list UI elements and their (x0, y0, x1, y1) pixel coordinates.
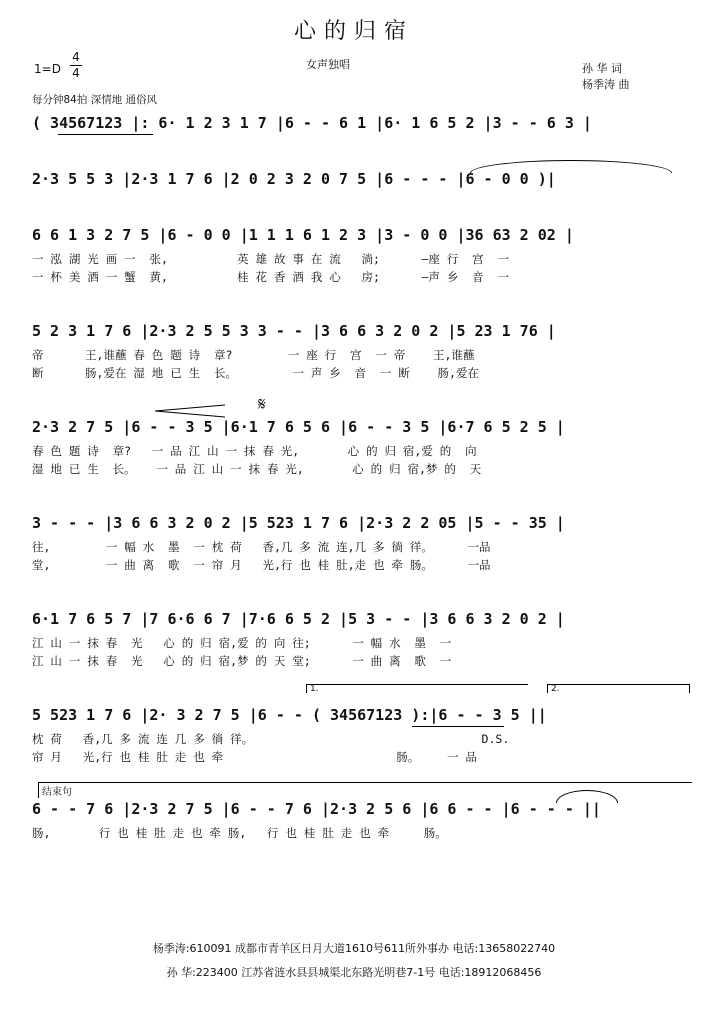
segno-icon: 𝄋 (258, 394, 266, 415)
lyrics-row-5-verse-2: 湿 地 已 生 长。 一 品 江 山 一 抹 春 光, 心 的 归 宿,梦 的 天 (32, 462, 482, 476)
second-ending-bracket: 2. (547, 684, 690, 693)
lyrics-row-7-verse-2: 江 山 一 抹 春 光 心 的 归 宿,梦 的 天 堂; 一 曲 离 歌 一 (32, 654, 452, 668)
lyrics-row-9: 肠, 行 也 桂 肚 走 也 牵 肠, 行 也 桂 肚 走 也 牵 肠。 (32, 826, 447, 840)
notes-row-9: 6 - - 7 6 |2·3 2 7 5 |6 - - 7 6 |2·3 2 5 6 |6 6 - - |6 - - - || (32, 800, 601, 818)
key-signature: 1=D (34, 62, 61, 76)
lyrics-row-8-verse-1: 枕 荷 香,几 多 流 连 几 多 徜 徉。 D.S. (32, 732, 510, 746)
tempo-marking: 每分钟84拍 深情地 通俗风 (32, 94, 158, 106)
lyrics-row-6-verse-2: 堂, 一 曲 离 歌 一 帘 月 光,行 也 桂 肚,走 也 牵 肠。 一品 (32, 558, 491, 572)
notes-row-2: 2·3 5 5 3 |2·3 1 7 6 |2 0 2 3 2 0 7 5 |6 - - - |6 - 0 0 )| (32, 170, 556, 188)
performance-note: 女声独唱 (306, 58, 350, 71)
first-ending-bracket: 1. (306, 684, 528, 693)
lyrics-row-3-verse-2: 一 杯 美 酒 一 蟹 黄, 桂 花 香 酒 我 心 房; —声 乡 音 一 (32, 270, 510, 284)
notes-row-6: 3 - - - |3 6 6 3 2 0 2 |5 523 1 7 6 |2·3 2 2 05 |5 - - 35 | (32, 514, 565, 532)
notes-row-1: ( 34567123 |: 6· 1 2 3 1 7 |6 - - 6 1 |6· 1 6 5 2 |3 - - 6 3 | (32, 114, 592, 132)
lyrics-row-4-verse-1: 帝 王,谁蘸 春 色 题 诗 章? 一 座 行 宫 一 帝 王,谁蘸 (32, 348, 475, 362)
notes-row-4: 5 2 3 1 7 6 |2·3 2 5 5 3 3 - - |3 6 6 3 2 0 2 |5 23 1 76 | (32, 322, 556, 340)
notes-row-3: 6 6 1 3 2 7 5 |6 - 0 0 |1 1 1 6 1 2 3 |3 - 0 0 |36 63 2 02 | (32, 226, 574, 244)
lyrics-row-6-verse-1: 往, 一 幅 水 墨 一 枕 荷 香,几 多 流 连,几 多 徜 徉。 一品 (32, 540, 491, 554)
decrescendo-hairpin (155, 404, 225, 418)
lyrics-row-5-verse-1: 春 色 题 诗 章? 一 品 江 山 一 抹 春 光, 心 的 归 宿,爱 的 向 (32, 444, 477, 458)
coda-label: 结束句 (38, 782, 692, 798)
lyrics-row-4-verse-2: 断 肠,爱在 湿 地 已 生 长。 一 声 乡 音 一 断 肠,爱在 (32, 366, 479, 380)
lyrics-row-7-verse-1: 江 山 一 抹 春 光 心 的 归 宿,爱 的 向 往; 一 幅 水 墨 一 (32, 636, 452, 650)
composer-credit: 杨季涛 曲 (582, 78, 630, 91)
lyrics-row-8-verse-2: 帘 月 光,行 也 桂 肚 走 也 牵 肠。 一 品 (32, 750, 477, 764)
notes-row-8: 5 523 1 7 6 |2· 3 2 7 5 |6 - - ( 34567123 ):|6 - - 3 5 || (32, 706, 547, 724)
contact-composer: 杨季涛:610091 成都市青羊区日月大道1610号611所外事办 电话:13658022740 (152, 942, 556, 955)
meter-bottom: 4 (72, 66, 80, 80)
meter-top: 4 (72, 50, 80, 64)
notes-row-7: 6·1 7 6 5 7 |7 6·6 6 7 |7·6 6 5 2 |5 3 - - |3 6 6 3 2 0 2 | (32, 610, 565, 628)
time-signature (70, 50, 82, 81)
contact-lyricist: 孙 华:223400 江苏省涟水县县城渠北东路光明巷7-1号 电话:18912068456 (166, 966, 542, 979)
lyricist-credit: 孙 华 词 (582, 62, 622, 75)
notes-row-5: 2·3 2 7 5 |6 - - 3 5 |6·1 7 6 5 6 |6 - - 3 5 |6·7 6 5 2 5 | (32, 418, 565, 436)
lyrics-row-3-verse-1: 一 泓 湖 光 画 一 张, 英 雄 故 事 在 流 淌; —座 行 宫 一 (32, 252, 510, 266)
song-title: 心的归宿 (293, 19, 414, 44)
